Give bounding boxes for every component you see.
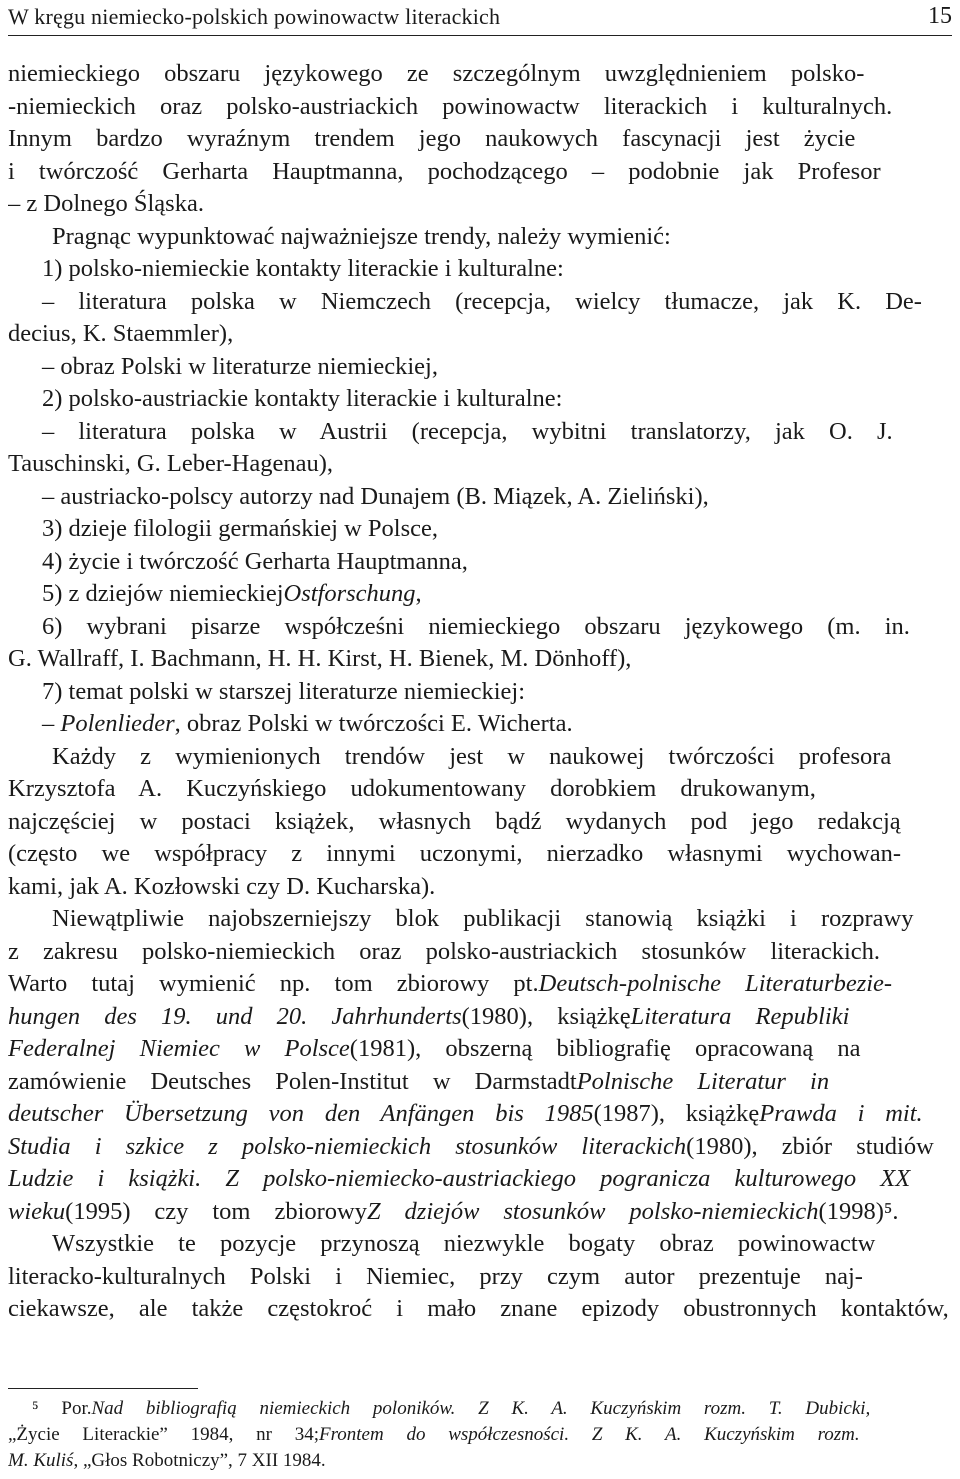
text-line: Studia i szkice z polsko-niemieckich stosunków literackich(1980), zbiór studiów <box>8 1132 934 1160</box>
list-item: 7) temat polski w starszej literaturze niemieckiej: <box>42 677 526 705</box>
text-line: Tauschinski, G. Leber-Hagenau), <box>8 450 334 477</box>
text-line: (często we współpracy z innymi uczonymi, nierzadko własnymi wychowan- <box>8 840 902 867</box>
text-line: G. Wallraff, I. Bachmann, H. H. Kirst, H. Bienek, M. Dönhoff), <box>8 645 632 672</box>
list-item: – obraz Polski w literaturze niemieckiej, <box>42 352 438 380</box>
text-line: ciekawsze, ale także częstokroć i mało znane epizody obustronnych kontaktów, <box>8 1295 949 1322</box>
running-header <box>8 0 952 38</box>
text-line: decius, K. Staemmler), <box>8 320 234 347</box>
list-item: 4) życie i twórczość Gerharta Hauptmanna, <box>42 547 468 575</box>
list-item: – austriacko-polscy autorzy nad Dunajem (B. Miązek, A. Zieliński), <box>42 482 709 510</box>
list-item: – literatura polska w Austrii (recepcja, wybitni translatorzy, jak O. J. <box>42 417 893 445</box>
text-line: literacko-kulturalnych Polski i Niemiec, przy czym autor prezentuje naj- <box>8 1262 863 1290</box>
text-line: Każdy z wymienionych trendów jest w naukowej twórczości profesora <box>52 742 892 770</box>
header-rule <box>8 35 952 36</box>
text-line: Federalnej Niemiec w Polsce(1981), obszerną bibliografię opracowaną na <box>8 1035 861 1062</box>
text-line: zamówienie Deutsches Polen-Institut w DarmstadtPolnische Literatur in <box>8 1067 830 1095</box>
footnote-line: ⁵ Por.Nad bibliografią niemieckich poloników. Z K. A. Kuczyńskim rozm. T. Dubicki, <box>32 1398 871 1419</box>
text-line: Niewątpliwie najobszerniejszy blok publikacji stanowią książki i rozprawy <box>52 905 914 932</box>
text-line: niemieckiego obszaru językowego ze szczególnym uwzględnieniem polsko- <box>8 60 865 87</box>
text-line: hungen des 19. und 20. Jahrhunderts(1980), książkęLiteratura Republiki <box>8 1002 850 1030</box>
text-line: najczęściej w postaci książek, własnych bądź wydanych pod jego redakcją <box>8 807 901 835</box>
list-item: 2) polsko-austriackie kontakty literackie i kulturalne: <box>42 385 563 412</box>
list-item: 1) polsko-niemieckie kontakty literackie i kulturalne: <box>42 255 564 282</box>
text-line: Pragnąc wypunktować najważniejsze trendy, należy wymienić: <box>52 222 671 250</box>
text-line: -niemieckich oraz polsko-austriackich powinowactw literackich i kulturalnych. <box>8 92 893 120</box>
text-line: Warto tutaj wymienić np. tom zbiorowy pt.Deutsch-polnische Literaturbezie- <box>8 970 893 997</box>
list-item: 6) wybrani pisarze współcześni niemieckiego obszaru językowego (m. in. <box>42 612 910 640</box>
body-text <box>8 58 952 1326</box>
page-number: 15 <box>928 3 952 29</box>
text-line: – z Dolnego Śląska. <box>8 190 204 217</box>
text-line: deutscher Übersetzung von den Anfängen bis 1985(1987), książkęPrawda i mit. <box>8 1100 923 1127</box>
list-item: – Polenlieder, obraz Polski w twórczości E. Wicherta. <box>42 710 573 737</box>
text-line: kami, jak A. Kozłowski czy D. Kucharska). <box>8 872 436 900</box>
text-line: wieku(1995) czy tom zbiorowyZ dziejów stosunków polsko-niemieckich(1998)⁵. <box>8 1197 899 1225</box>
footnotes <box>8 1396 952 1474</box>
text-line: Wszystkie te pozycje przynoszą niezwykle bogaty obraz powinowactw <box>52 1230 876 1257</box>
text-line: i twórczość Gerharta Hauptmanna, pochodzącego – podobnie jak Profesor <box>8 157 881 185</box>
text-line: z zakresu polsko-niemieckich oraz polsko-austriackich stosunków literackich. <box>8 937 881 965</box>
text-line: Innym bardzo wyraźnym trendem jego naukowych fascynacji jest życie <box>8 125 856 152</box>
text-line: Ludzie i książki. Z polsko-niemiecko-austriackiego pogranicza kulturowego XX <box>8 1165 911 1192</box>
text-line: Krzysztofa A. Kuczyńskiego udokumentowany dorobkiem drukowanym, <box>8 775 816 802</box>
list-item: – literatura polska w Niemczech (recepcja, wielcy tłumacze, jak K. De- <box>42 287 922 315</box>
footnote-line: „Życie Literackie” 1984, nr 34;Frontem do współczesności. Z K. A. Kuczyńskim rozm. <box>8 1424 860 1445</box>
footnote-rule <box>8 1388 198 1389</box>
list-item: 5) z dziejów niemieckiejOstforschung, <box>42 580 422 607</box>
list-item: 3) dzieje filologii germańskiej w Polsce, <box>42 515 438 542</box>
running-title: W kręgu niemiecko-polskich powinowactw literackich <box>8 4 501 29</box>
footnote-line: M. Kuliś, „Głos Robotniczy”, 7 XII 1984. <box>8 1450 326 1471</box>
